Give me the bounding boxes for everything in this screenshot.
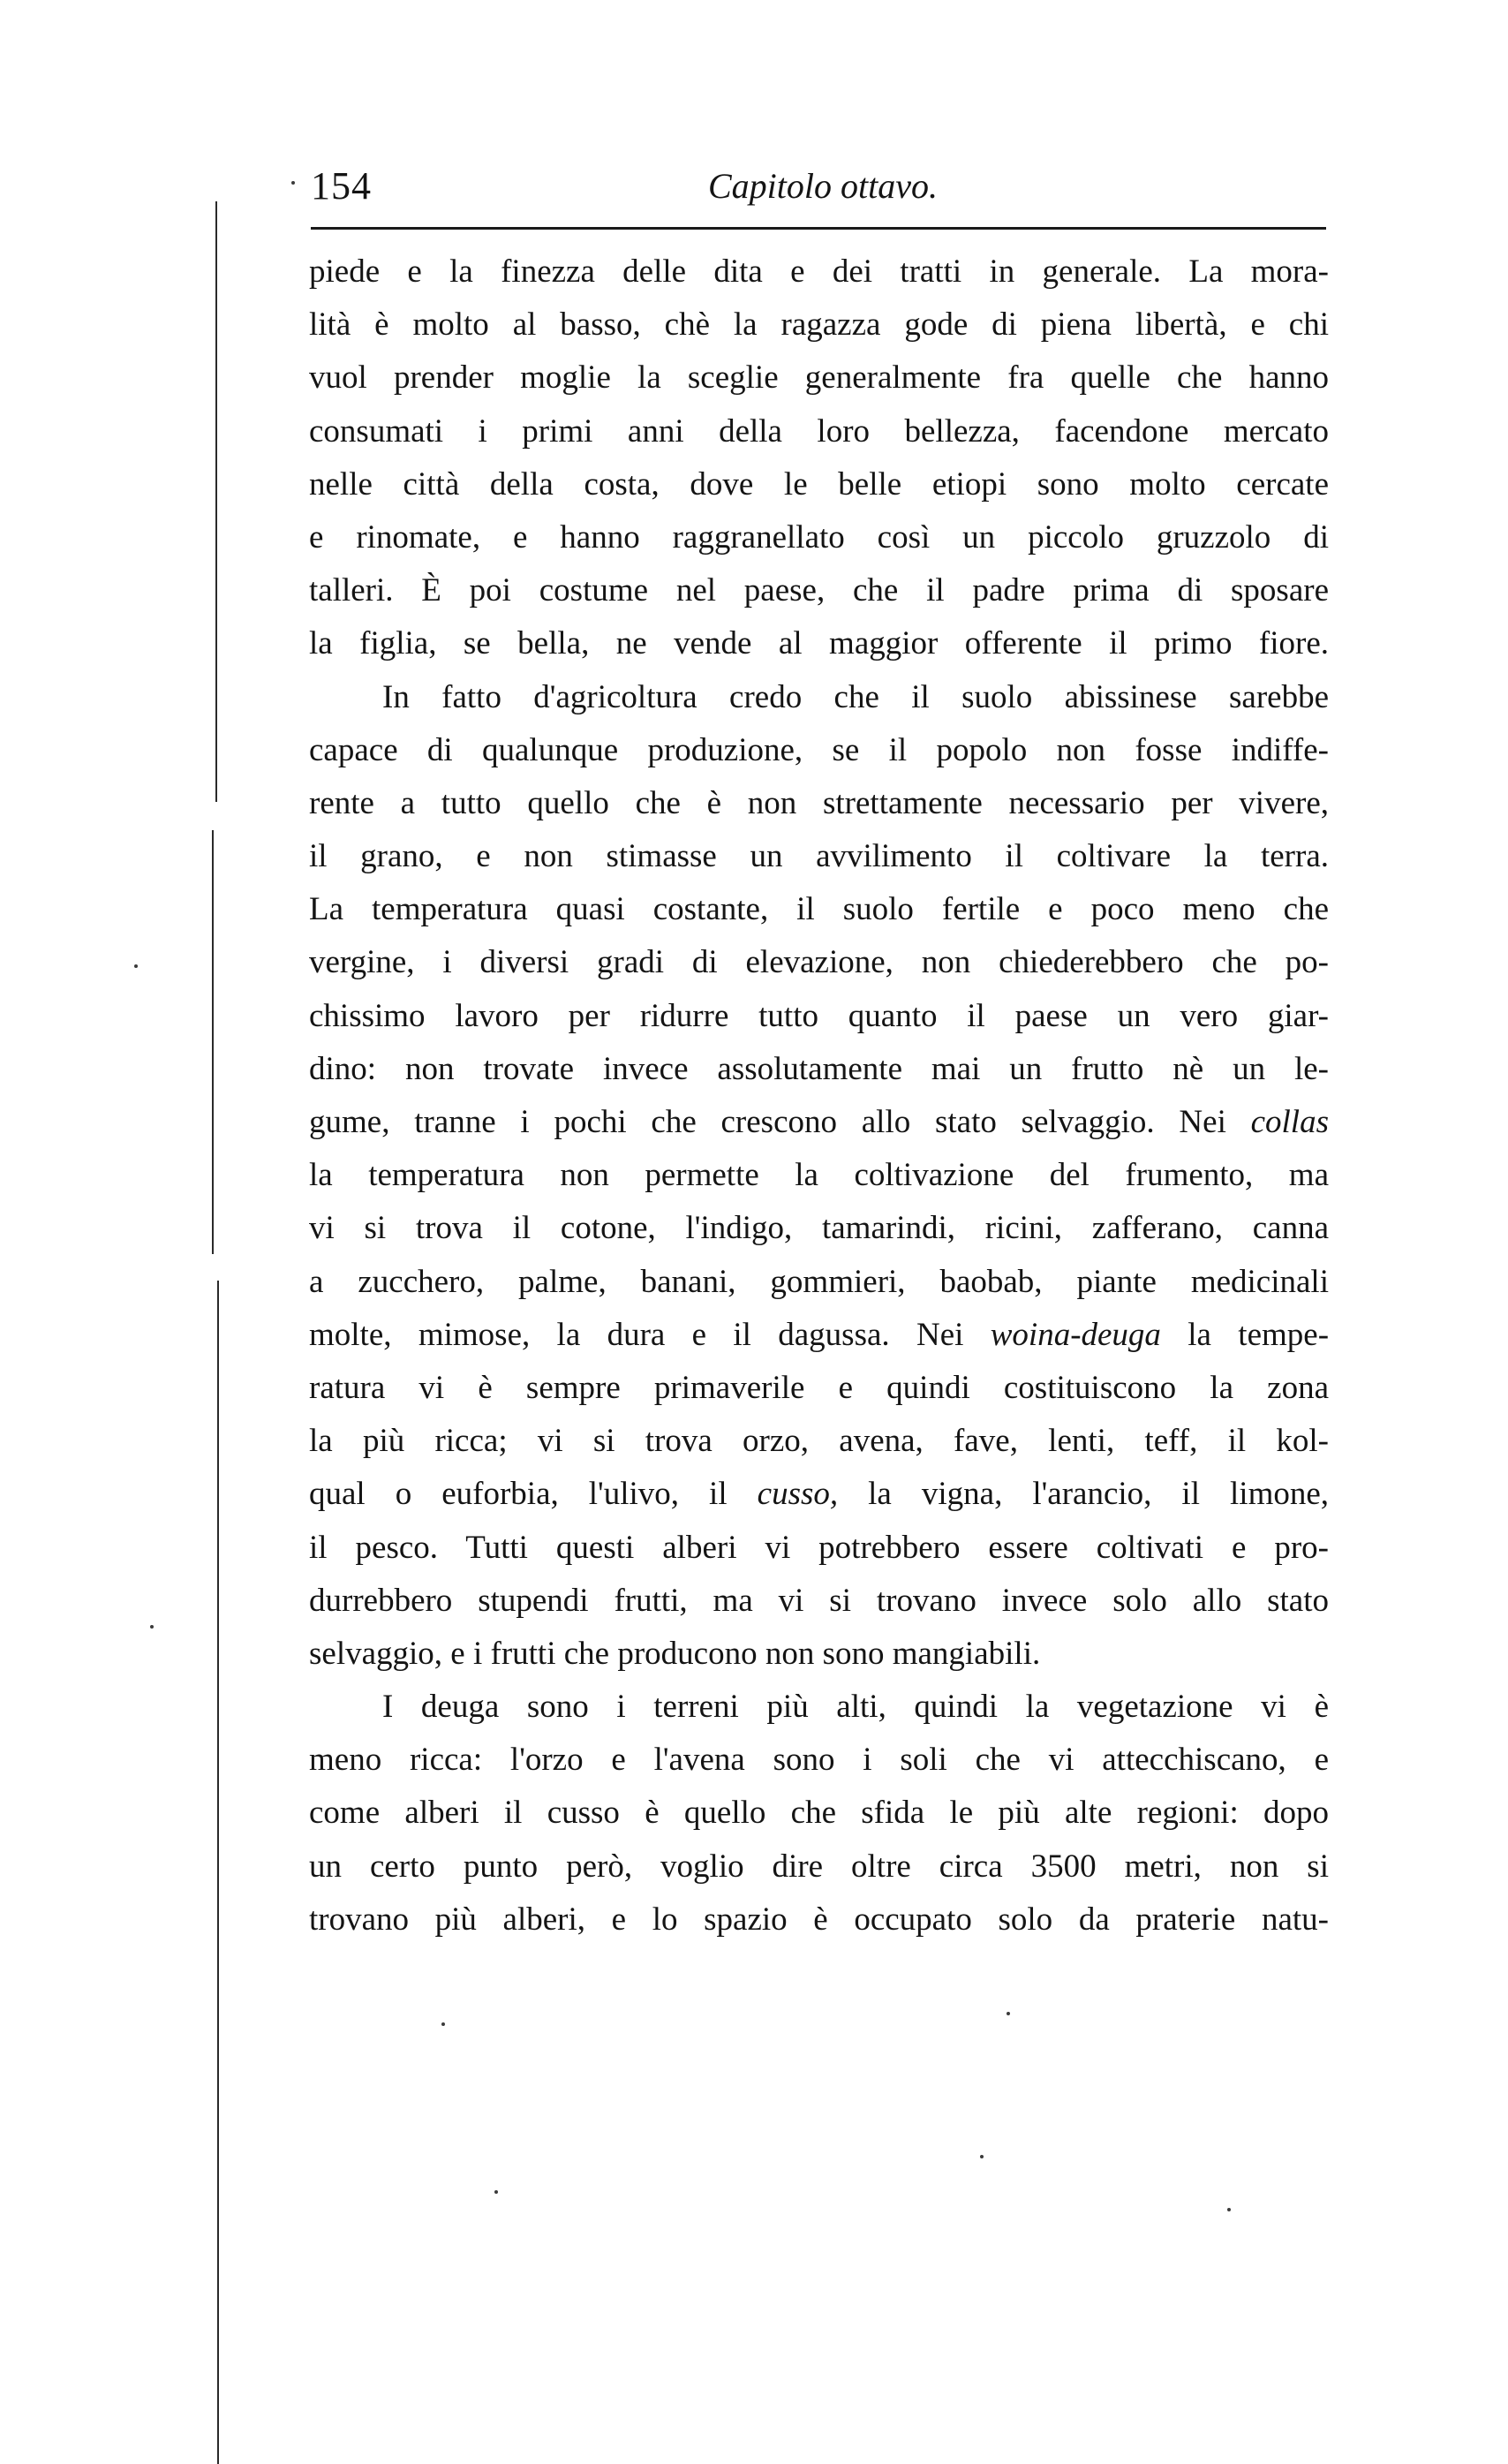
binding-edge-line	[215, 201, 217, 802]
text-line: consumati i primi anni della loro bellezza, facendone mercato	[309, 412, 1329, 450]
text-line: nelle città della costa, dove le belle etiopi sono molto cercate	[309, 465, 1329, 503]
text-line: la più ricca; vi si trova orzo, avena, fave, lenti, teff, il kol-	[309, 1423, 1329, 1460]
text-line: In fatto d'agricoltura credo che il suolo abissinese sarebbe	[382, 678, 1329, 715]
paper-speck	[980, 2155, 984, 2158]
text-line: vuol prender moglie la sceglie generalmente fra quelle che hanno	[309, 359, 1329, 397]
text-segment: la vigna, l'arancio, il limone,	[868, 1476, 1330, 1513]
text-line	[309, 1096, 1329, 1149]
italic-term: woina-deuga	[990, 1316, 1161, 1353]
text-line: rente a tutto quello che è non strettamente necessario per vivere,	[309, 784, 1329, 821]
binding-edge-line	[217, 1281, 219, 2464]
text-line: la figlia, se bella, ne vende al maggior offerente il primo fiore.	[309, 625, 1329, 662]
text-line: talleri. È poi costume nel paese, che il padre prima di sposare	[309, 572, 1329, 609]
text-line: un certo punto però, voglio dire oltre circa 3500 metri, non si	[309, 1848, 1329, 1885]
running-title: Capitolo ottavo.	[708, 166, 938, 206]
page-header	[311, 163, 1328, 216]
text-line: a zucchero, palme, banani, gommieri, baobab, piante medicinali	[309, 1263, 1329, 1300]
text-line: come alberi il cusso è quello che sfida le più alte regioni: dopo	[309, 1795, 1329, 1832]
italic-term: cusso,	[757, 1476, 839, 1513]
paper-speck	[441, 2022, 445, 2026]
text-segment: qual o euforbia, l'ulivo, il	[309, 1476, 728, 1513]
binding-edge-line	[212, 830, 214, 1254]
header-rule	[311, 227, 1326, 230]
text-line: e rinomate, e hanno raggranellato così un piccolo gruzzolo di	[309, 518, 1329, 556]
paper-speck	[134, 964, 138, 968]
body-text	[309, 246, 1329, 1946]
paper-speck	[494, 2190, 498, 2194]
paper-speck	[1007, 2012, 1010, 2015]
text-line: il grano, e non stimasse un avvilimento il coltivare la terra.	[309, 838, 1329, 875]
text-line: La temperatura quasi costante, il suolo fertile e poco meno che	[309, 891, 1329, 928]
text-line: vergine, i diversi gradi di elevazione, non chiederebbero che po-	[309, 944, 1329, 981]
text-line: meno ricca: l'orzo e l'avena sono i soli che vi attecchiscano, e	[309, 1742, 1329, 1779]
text-segment: la tempe-	[1188, 1316, 1330, 1353]
text-line: vi si trova il cotone, l'indigo, tamarindi, ricini, zafferano, canna	[309, 1210, 1329, 1247]
italic-term: collas	[1250, 1104, 1329, 1140]
text-line: ratura vi è sempre primaverile e quindi costituiscono la zona	[309, 1369, 1329, 1406]
paper-speck	[291, 181, 295, 185]
text-line: dino: non trovate invece assolutamente mai un frutto nè un le-	[309, 1050, 1329, 1087]
text-line: il pesco. Tutti questi alberi vi potrebbero essere coltivati e pro-	[309, 1529, 1329, 1566]
text-line: durrebbero stupendi frutti, ma vi si trovano invece solo allo stato	[309, 1582, 1329, 1619]
text-line: lità è molto al basso, chè la ragazza gode di piena libertà, e chi	[309, 306, 1329, 344]
paper-speck	[150, 1625, 154, 1629]
text-line: chissimo lavoro per ridurre tutto quanto il paese un vero giar-	[309, 997, 1329, 1034]
text-line	[309, 1309, 1329, 1362]
text-line: selvaggio, e i frutti che producono non sono mangiabili.	[309, 1635, 1041, 1672]
text-line: I deuga sono i terreni più alti, quindi la vegetazione vi è	[382, 1689, 1329, 1726]
text-line: la temperatura non permette la coltivazione del frumento, ma	[309, 1157, 1329, 1194]
paper-speck	[1227, 2208, 1231, 2211]
text-line: trovano più alberi, e lo spazio è occupato solo da praterie natu-	[309, 1901, 1329, 1938]
text-segment: molte, mimose, la dura e il dagussa. Nei	[309, 1316, 964, 1353]
page-number: 154	[311, 164, 372, 208]
text-line: piede e la finezza delle dita e dei tratti in generale. La mora-	[309, 253, 1329, 290]
text-line	[309, 1468, 1329, 1521]
text-line: capace di qualunque produzione, se il popolo non fosse indiffe-	[309, 731, 1329, 768]
text-segment: gume, tranne i pochi che crescono allo stato selvaggio. Nei	[309, 1104, 1226, 1140]
